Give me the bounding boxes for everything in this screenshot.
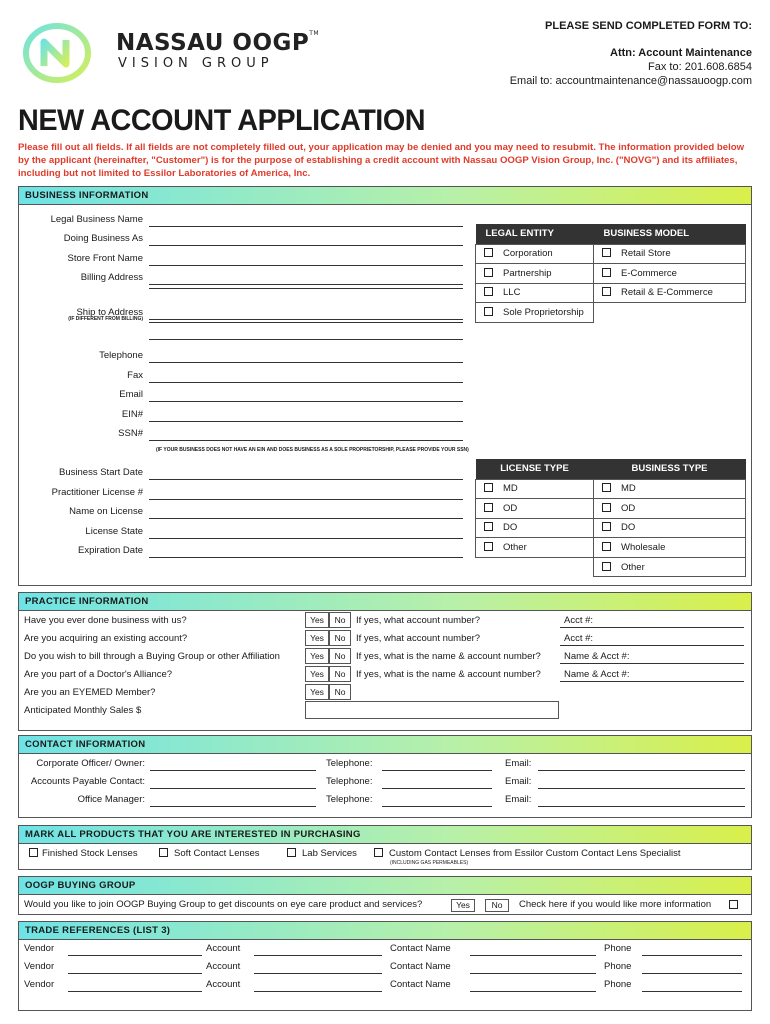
license-field-label: License State: [85, 526, 143, 537]
phone-input[interactable]: [642, 991, 742, 992]
checkbox[interactable]: [602, 542, 611, 551]
checkbox[interactable]: [484, 248, 493, 257]
account-label: Account: [206, 943, 241, 954]
license-field-label: Business Start Date: [59, 467, 143, 478]
license-field-label: Name on License: [69, 506, 143, 517]
phone-input[interactable]: [642, 973, 742, 974]
contact-field-label: Email: [119, 389, 143, 400]
contact-field-label: Telephone: [99, 350, 143, 361]
business-model-header: BUSINESS MODEL: [594, 224, 746, 244]
phone-label: Phone: [604, 961, 632, 972]
send-fax: Fax to: 201.608.6854: [648, 61, 752, 73]
contact-name-label: Contact Name: [390, 979, 451, 990]
practice-yes-box[interactable]: Yes: [305, 630, 329, 646]
business-field-label: Billing Address: [80, 272, 143, 283]
contact-email-label: Email:: [505, 758, 532, 769]
checkbox[interactable]: [602, 562, 611, 571]
address-line-input[interactable]: [149, 288, 463, 289]
checkbox[interactable]: [484, 503, 493, 512]
contact-telephone-label: Telephone:: [326, 758, 373, 769]
practice-account-input[interactable]: [560, 663, 744, 664]
business-field-label: Ship to Address: [76, 307, 143, 318]
contact-name-input[interactable]: [150, 806, 316, 807]
product-option[interactable]: Custom Contact Lenses from Essilor Custom Contact Lens Specialist: [374, 848, 680, 859]
legal-entity-option[interactable]: Corporation: [476, 244, 594, 264]
business-field-input[interactable]: [149, 226, 463, 227]
practice-no-box[interactable]: No: [329, 684, 351, 700]
checkbox[interactable]: [602, 268, 611, 277]
buying-no-box[interactable]: No: [485, 899, 509, 912]
practice-question: Are you an EYEMED Member?: [24, 687, 156, 698]
vendor-input[interactable]: [68, 973, 202, 974]
contact-field-input[interactable]: [149, 440, 463, 441]
license-field-input[interactable]: [149, 557, 463, 558]
more-info-label: Check here if you would like more information: [519, 899, 712, 910]
contact-header: CONTACT INFORMATION: [19, 736, 751, 754]
monthly-sales-input[interactable]: [305, 701, 559, 719]
checkbox[interactable]: [29, 848, 38, 857]
checkbox[interactable]: [374, 848, 383, 857]
license-type-table: [475, 459, 746, 577]
contact-name-input[interactable]: [470, 955, 596, 956]
contact-field-label: Fax: [127, 370, 143, 381]
more-info-checkbox[interactable]: [729, 900, 738, 909]
trade-section: [18, 921, 752, 1011]
license-field-input[interactable]: [149, 518, 463, 519]
trade-header: TRADE REFERENCES (LIST 3): [19, 922, 751, 940]
product-option[interactable]: Finished Stock Lenses: [29, 848, 138, 859]
monthly-sales-label: Anticipated Monthly Sales $: [24, 705, 142, 716]
contact-name-input[interactable]: [470, 973, 596, 974]
account-input[interactable]: [254, 955, 382, 956]
practice-no-box[interactable]: No: [329, 666, 351, 682]
checkbox[interactable]: [602, 522, 611, 531]
checkbox[interactable]: [159, 848, 168, 857]
account-input[interactable]: [254, 973, 382, 974]
contact-email-input[interactable]: [538, 806, 745, 807]
legal-entity-option[interactable]: LLC: [476, 283, 594, 303]
practice-header: PRACTICE INFORMATION: [19, 593, 751, 611]
contact-field-input[interactable]: [149, 401, 463, 402]
license-field-input[interactable]: [149, 499, 463, 500]
buying-header: OOGP BUYING GROUP: [19, 877, 751, 895]
license-field-input[interactable]: [149, 479, 463, 480]
contact-field-input[interactable]: [149, 362, 463, 363]
vendor-label: Vendor: [24, 943, 55, 954]
business-type-option[interactable]: OD: [594, 499, 746, 519]
practice-yes-box[interactable]: Yes: [305, 684, 329, 700]
practice-account-label: Name & Acct #:: [564, 651, 630, 662]
license-type-option[interactable]: OD: [476, 499, 594, 519]
contact-telephone-input[interactable]: [382, 770, 492, 771]
license-field-label: Expiration Date: [78, 545, 143, 556]
checkbox[interactable]: [484, 483, 493, 492]
license-type-header: LICENSE TYPE: [476, 459, 594, 479]
contact-name-input[interactable]: [150, 788, 316, 789]
checkbox[interactable]: [484, 542, 493, 551]
practice-question: Are you part of a Doctor's Alliance?: [24, 669, 173, 680]
checkbox[interactable]: [484, 287, 493, 296]
checkbox[interactable]: [287, 848, 296, 857]
ship-address-note: (IF DIFFERENT FROM BILLING): [68, 316, 143, 322]
practice-account-input[interactable]: [560, 627, 744, 628]
business-field-label: Legal Business Name: [50, 214, 143, 225]
intro-text: Please fill out all fields. If all fields are not completely filled out, your application may be denied and you may need to resubmit. The information provided below by the applicant (hereinafter, "Customer") is for the purpose of establishing a credit account with Nassau OOGP Vision Group, Inc. ("NOVG") and its affiliates, including but not limited to Essilor Laboratories of America, Inc.: [18, 142, 745, 179]
practice-followup: If yes, what is the name & account number?: [356, 669, 541, 680]
send-heading: PLEASE SEND COMPLETED FORM TO:: [545, 20, 752, 32]
practice-no-box[interactable]: No: [329, 648, 351, 664]
vendor-label: Vendor: [24, 961, 55, 972]
contact-role-label: Corporate Officer/ Owner:: [36, 758, 145, 769]
contact-field-input[interactable]: [149, 382, 463, 383]
contact-email-label: Email:: [505, 794, 532, 805]
business-header: BUSINESS INFORMATION: [19, 187, 751, 205]
contact-field-label: SSN#: [118, 428, 143, 439]
contact-field-label: EIN#: [121, 409, 143, 420]
vendor-input[interactable]: [68, 955, 202, 956]
license-type-option[interactable]: Other: [476, 538, 594, 558]
business-type-option[interactable]: Other: [594, 557, 746, 577]
practice-account-label: Acct #:: [564, 633, 594, 644]
checkbox[interactable]: [602, 248, 611, 257]
contact-field-input[interactable]: [149, 421, 463, 422]
checkbox[interactable]: [602, 503, 611, 512]
business-model-option[interactable]: E-Commerce: [594, 264, 746, 284]
checkbox[interactable]: [602, 287, 611, 296]
practice-question: Have you ever done business with us?: [24, 615, 187, 626]
contact-name-label: Contact Name: [390, 943, 451, 954]
practice-account-input[interactable]: [560, 645, 744, 646]
account-label: Account: [206, 961, 241, 972]
buying-yes-box[interactable]: Yes: [451, 899, 475, 912]
practice-followup: If yes, what is the name & account number?: [356, 651, 541, 662]
practice-followup: If yes, what account number?: [356, 615, 481, 626]
practice-no-box[interactable]: No: [329, 630, 351, 646]
phone-label: Phone: [604, 979, 632, 990]
license-type-option[interactable]: MD: [476, 479, 594, 499]
business-field-input[interactable]: [149, 284, 463, 285]
page-title: NEW ACCOUNT APPLICATION: [18, 104, 426, 137]
business-type-option[interactable]: MD: [594, 479, 746, 499]
business-field-label: Store Front Name: [67, 253, 143, 264]
account-label: Account: [206, 979, 241, 990]
contact-role-label: Accounts Payable Contact:: [30, 776, 145, 787]
business-field-input[interactable]: [149, 319, 463, 320]
practice-yes-box[interactable]: Yes: [305, 612, 329, 628]
contact-telephone-input[interactable]: [382, 788, 492, 789]
legal-entity-table: [475, 224, 746, 323]
business-type-option[interactable]: Wholesale: [594, 538, 746, 558]
business-type-option[interactable]: DO: [594, 518, 746, 538]
vendor-label: Vendor: [24, 979, 55, 990]
practice-account-input[interactable]: [560, 681, 744, 682]
legal-entity-option[interactable]: Partnership: [476, 264, 594, 284]
business-field-label: Doing Business As: [63, 233, 143, 244]
contact-name-label: Contact Name: [390, 961, 451, 972]
contact-telephone-label: Telephone:: [326, 794, 373, 805]
send-attn: Attn: Account Maintenance: [610, 47, 752, 59]
checkbox[interactable]: [484, 268, 493, 277]
phone-label: Phone: [604, 943, 632, 954]
address-line-input[interactable]: [149, 339, 463, 340]
product-option[interactable]: Soft Contact Lenses: [159, 848, 260, 859]
send-email: Email to: accountmaintenance@nassauoogp.com: [509, 75, 752, 87]
nassau-logo-icon: [22, 22, 92, 84]
license-field-label: Practitioner License #: [51, 487, 143, 498]
contact-email-input[interactable]: [538, 770, 745, 771]
practice-yes-box[interactable]: Yes: [305, 666, 329, 682]
address-line-input[interactable]: [149, 322, 463, 323]
buying-question: Would you like to join OOGP Buying Group to get discounts on eye care product and services?: [24, 899, 423, 910]
checkbox[interactable]: [484, 307, 493, 316]
brand-subtitle: VISION GROUP: [118, 56, 274, 71]
practice-question: Are you acquiring an existing account?: [24, 633, 188, 644]
practice-account-label: Acct #:: [564, 615, 594, 626]
contact-name-input[interactable]: [470, 991, 596, 992]
contact-email-input[interactable]: [538, 788, 745, 789]
account-input[interactable]: [254, 991, 382, 992]
checkbox[interactable]: [602, 483, 611, 492]
license-field-input[interactable]: [149, 538, 463, 539]
practice-followup: If yes, what account number?: [356, 633, 481, 644]
phone-input[interactable]: [642, 955, 742, 956]
contact-email-label: Email:: [505, 776, 532, 787]
products-header: MARK ALL PRODUCTS THAT YOU ARE INTERESTED IN PURCHASING: [19, 826, 751, 844]
brand-name: NASSAU OOGP™: [116, 30, 320, 56]
checkbox[interactable]: [484, 522, 493, 531]
legal-entity-option[interactable]: Sole Proprietorship: [476, 303, 594, 323]
product-option[interactable]: Lab Services: [287, 848, 357, 859]
business-model-option[interactable]: Retail Store: [594, 244, 746, 264]
business-field-input[interactable]: [149, 265, 463, 266]
practice-account-label: Name & Acct #:: [564, 669, 630, 680]
practice-question: Do you wish to bill through a Buying Group or other Affiliation: [24, 651, 280, 662]
products-note: (INCLUDING GAS PERMEABLES): [390, 860, 469, 866]
business-type-header: BUSINESS TYPE: [594, 459, 746, 479]
vendor-input[interactable]: [68, 991, 202, 992]
license-type-option[interactable]: DO: [476, 518, 594, 538]
practice-no-box[interactable]: No: [329, 612, 351, 628]
practice-yes-box[interactable]: Yes: [305, 648, 329, 664]
contact-telephone-input[interactable]: [382, 806, 492, 807]
contact-role-label: Office Manager:: [77, 794, 145, 805]
contact-telephone-label: Telephone:: [326, 776, 373, 787]
business-field-input[interactable]: [149, 245, 463, 246]
legal-entity-header: LEGAL ENTITY: [476, 224, 594, 244]
ssn-note: (IF YOUR BUSINESS DOES NOT HAVE AN EIN AND DOES BUSINESS AS A SOLE PROPRIETORSHIP, PLEASE PROVIDE YOUR SSN): [156, 447, 469, 453]
contact-name-input[interactable]: [150, 770, 316, 771]
business-model-option[interactable]: Retail & E-Commerce: [594, 283, 746, 303]
